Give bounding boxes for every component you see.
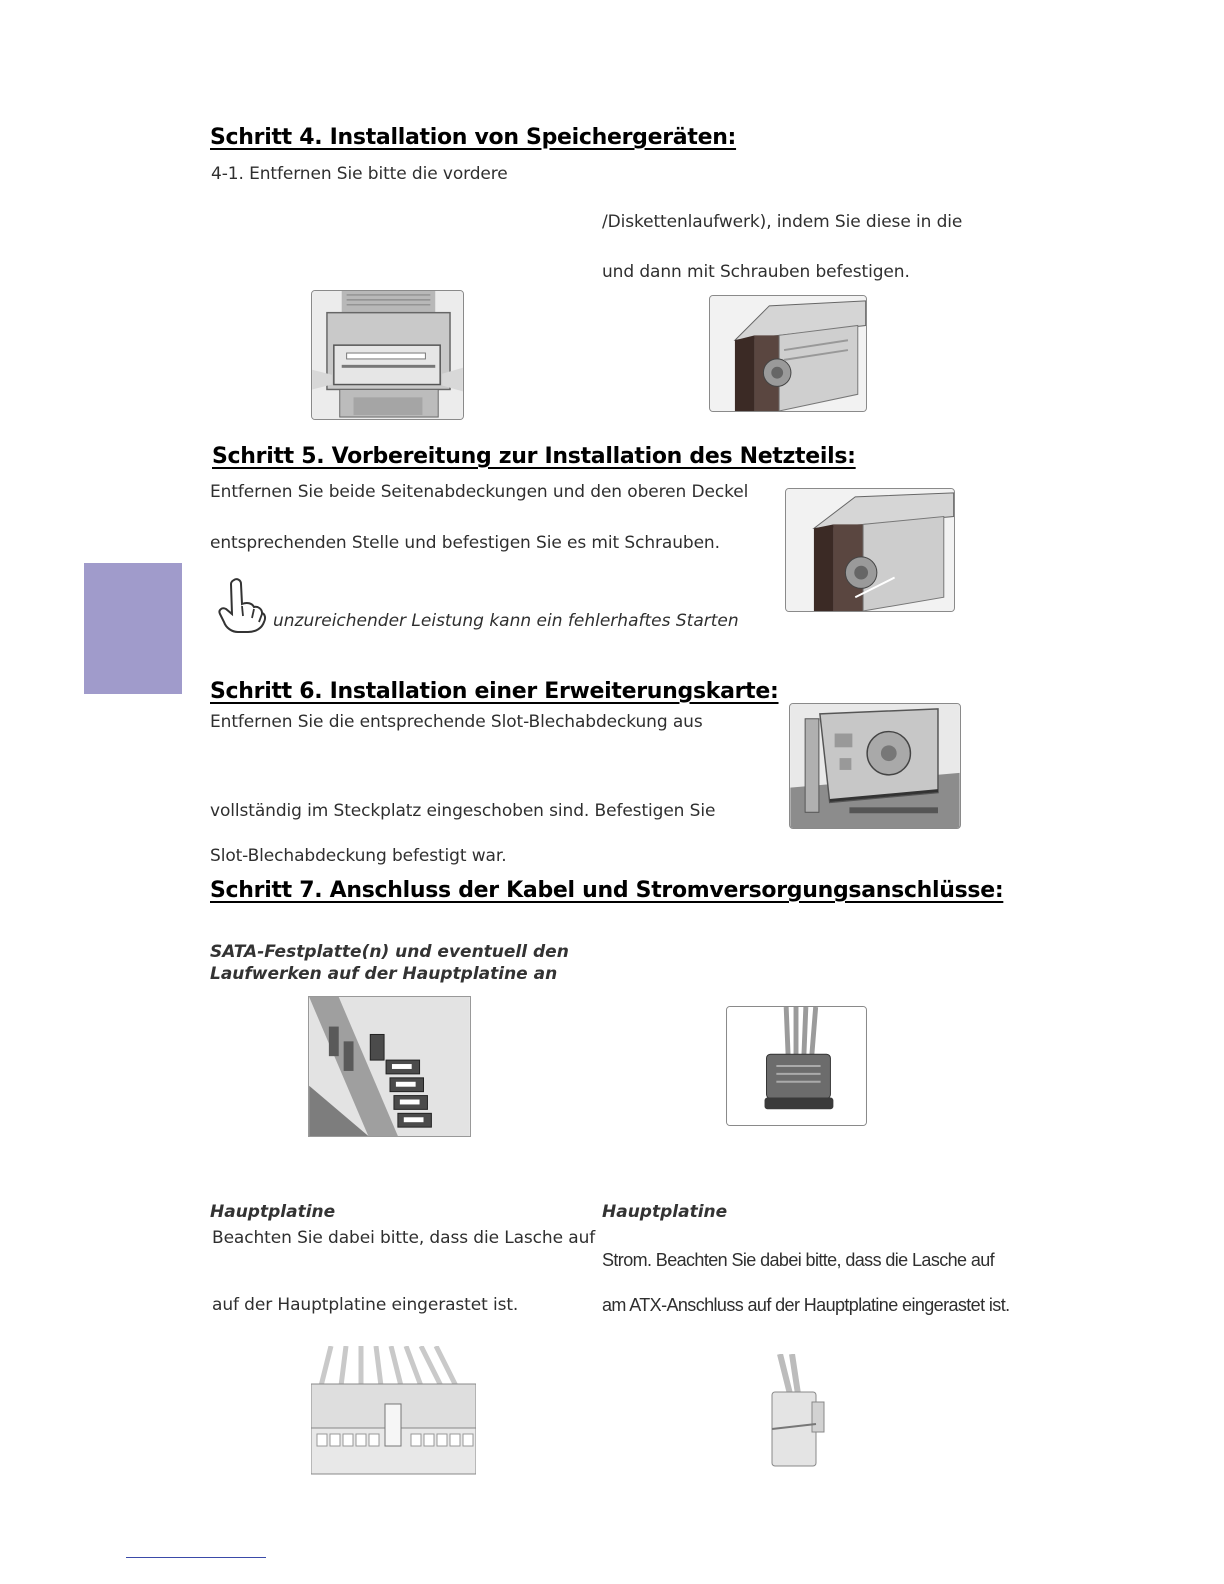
drive-bay-illustration [311,290,464,420]
step5-note: unzureichender Leistung kann ein fehlerhaftes Starten [273,611,739,631]
step7-right-label: Hauptplatine [602,1202,728,1222]
power-supply-illustration [785,488,955,612]
step7-right-line1: Strom. Beachten Sie dabei bitte, dass die Lasche auf [602,1250,995,1270]
step4-text-line3: und dann mit Schrauben befestigen. [602,262,910,282]
sata-power-connector-illustration [726,1006,867,1126]
chapter-tab [84,563,182,694]
step4-heading: Schritt 4. Installation von Speichergeräten: [210,125,737,150]
step7-sata-line2: Laufwerken auf der Hauptplatine an [210,964,558,984]
step7-left-line1: Beachten Sie dabei bitte, dass die Lasche auf [212,1228,596,1248]
step7-left-line2: auf der Hauptplatine eingerastet ist. [212,1295,519,1315]
step5-text-line2: entsprechenden Stelle und befestigen Sie es mit Schrauben. [210,533,720,553]
step7-right-line2: am ATX-Anschluss auf der Hauptplatine eingerastet ist. [602,1295,1010,1315]
step6-heading: Schritt 6. Installation einer Erweiterungskarte: [210,679,779,704]
step6-text-line1: Entfernen Sie die entsprechende Slot-Blechabdeckung aus [210,712,703,732]
step7-left-label: Hauptplatine [210,1202,336,1222]
step6-text-line2: vollständig im Steckplatz eingeschoben sind. Befestigen Sie [210,801,716,821]
step5-heading: Schritt 5. Vorbereitung zur Installation des Netzteils: [212,444,856,469]
atx-24pin-connector-illustration [311,1346,476,1476]
step7-heading: Schritt 7. Anschluss der Kabel und Stromversorgungsanschlüsse: [210,878,1004,903]
step4-text-line1: 4-1. Entfernen Sie bitte die vordere [211,164,508,184]
sata-ports-illustration [308,996,471,1137]
step6-text-line3: Slot-Blechabdeckung befestigt war. [210,846,507,866]
footer-rule [126,1557,266,1558]
drive-install-illustration [709,295,867,412]
step7-sata-line1: SATA-Festplatte(n) und eventuell den [210,942,569,962]
atx-4pin-connector-illustration [762,1354,828,1476]
pointing-hand-icon [214,576,268,638]
step4-text-line2: /Diskettenlaufwerk), indem Sie diese in die [602,212,963,232]
expansion-card-illustration [789,703,961,829]
step5-text-line1: Entfernen Sie beide Seitenabdeckungen und den oberen Deckel [210,482,749,502]
